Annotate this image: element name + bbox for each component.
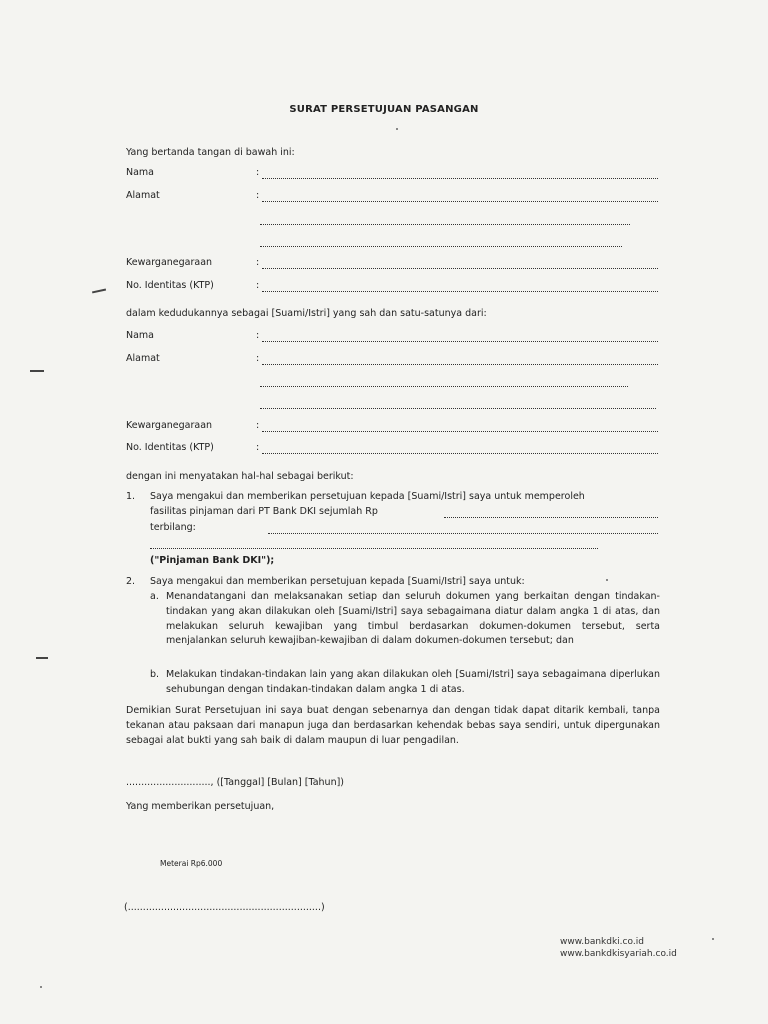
label-nama: Nama <box>126 167 155 178</box>
item-1-pinjaman: ("Pinjaman Bank DKI"); <box>150 555 275 566</box>
field-alamat-2-1[interactable] <box>262 364 658 365</box>
item-2a-label: a. <box>150 591 159 602</box>
colon: : <box>256 353 260 364</box>
field-alamat-2-3[interactable] <box>260 408 656 409</box>
item-1-number: 1. <box>126 491 136 502</box>
colon: : <box>256 442 260 453</box>
label-kewarganegaraan-2: Kewarganegaraan <box>126 420 213 431</box>
colon: : <box>256 257 260 268</box>
item-2b-label: b. <box>150 669 160 680</box>
field-kewarganegaraan[interactable] <box>262 268 658 269</box>
item-1-line-2: fasilitas pinjaman dari PT Bank DKI sejumlah Rp <box>150 506 378 517</box>
label-nama-2: Nama <box>126 330 155 341</box>
field-nama[interactable] <box>262 178 658 179</box>
item-2b-text: Melakukan tindakan-tindakan lain yang akan dilakukan oleh [Suami/Istri] saya sebagaimana diperlukan sehubungan dengan tindakan-tindakan dalam angka 1 di atas. <box>166 669 660 695</box>
colon: : <box>256 280 260 291</box>
field-nama-2[interactable] <box>262 341 658 342</box>
field-jumlah-rp[interactable] <box>444 517 658 518</box>
item-2a-text: Menandatangani dan melaksanakan setiap dan seluruh dokumen yang berkaitan dengan tindakan-tindakan yang akan dilakukan oleh [Suami/Istri] saya sebagaimana diatur dalam angka 1 di atas, dan melakukan seluruh kewajiban yang timbul berdasarkan dokumen-dokumen tersebut, serta menjalankan seluruh kewajiban-kewajiban di dalam dokumen-dokumen tersebut; dan <box>166 591 660 647</box>
field-alamat-3[interactable] <box>260 246 622 247</box>
spouse-intro-text: dalam kedudukannya sebagai [Suami/Istri] yang sah dan satu-satunya dari: <box>126 308 487 319</box>
scan-speck <box>40 986 42 988</box>
item-1-line-1: Saya mengakui dan memberikan persetujuan kepada [Suami/Istri] saya untuk memperoleh <box>150 491 585 502</box>
website-2: www.bankdkisyariah.co.id <box>560 949 677 959</box>
margin-mark <box>30 370 44 372</box>
field-terbilang-2[interactable] <box>150 548 598 549</box>
closing-paragraph: Demikian Surat Persetujuan ini saya buat dengan sebenarnya dan dengan tidak dapat ditarik kembali, tanpa tekanan atau paksaan dari manapun juga dan berdasarkan kehendak bebas saya sendiri, untuk dipergunakan sebagai alat bukti yang sah baik di dalam maupun di luar pengadilan. <box>126 705 660 746</box>
scan-speck <box>606 579 608 581</box>
giver-label: Yang memberikan persetujuan, <box>126 801 275 812</box>
signature-line: (................................................................) <box>124 902 325 913</box>
colon: : <box>256 330 260 341</box>
document-title: SURAT PERSETUJUAN PASANGAN <box>289 104 479 115</box>
item-2-number: 2. <box>126 576 136 587</box>
colon: : <box>256 420 260 431</box>
date-line: ............................, ([Tanggal] [Bulan] [Tahun]) <box>126 777 345 788</box>
colon: : <box>256 167 260 178</box>
field-kewarganegaraan-2[interactable] <box>262 431 658 432</box>
label-alamat: Alamat <box>126 190 160 201</box>
label-alamat-2: Alamat <box>126 353 160 364</box>
field-alamat-2-2[interactable] <box>260 386 628 387</box>
colon: : <box>256 190 260 201</box>
scan-speck <box>712 938 714 940</box>
label-kewarganegaraan: Kewarganegaraan <box>126 257 213 268</box>
website-1: www.bankdki.co.id <box>560 937 644 947</box>
field-ktp-2[interactable] <box>262 453 658 454</box>
declaration-intro: dengan ini menyatakan hal-hal sebagai berikut: <box>126 471 354 482</box>
scan-speck <box>396 128 398 130</box>
pen-mark <box>92 289 106 293</box>
stamp-label: Meterai Rp6.000 <box>160 859 223 868</box>
item-2-intro: Saya mengakui dan memberikan persetujuan kepada [Suami/Istri] saya untuk: <box>150 576 525 587</box>
item-1-terbilang: terbilang: <box>150 522 196 533</box>
field-ktp[interactable] <box>262 291 658 292</box>
field-terbilang-1[interactable] <box>268 533 658 534</box>
intro-text: Yang bertanda tangan di bawah ini: <box>126 147 295 158</box>
label-ktp-2: No. Identitas (KTP) <box>126 442 214 453</box>
margin-mark <box>36 657 48 659</box>
field-alamat-1[interactable] <box>262 201 658 202</box>
field-alamat-2[interactable] <box>260 224 630 225</box>
label-ktp: No. Identitas (KTP) <box>126 280 214 291</box>
